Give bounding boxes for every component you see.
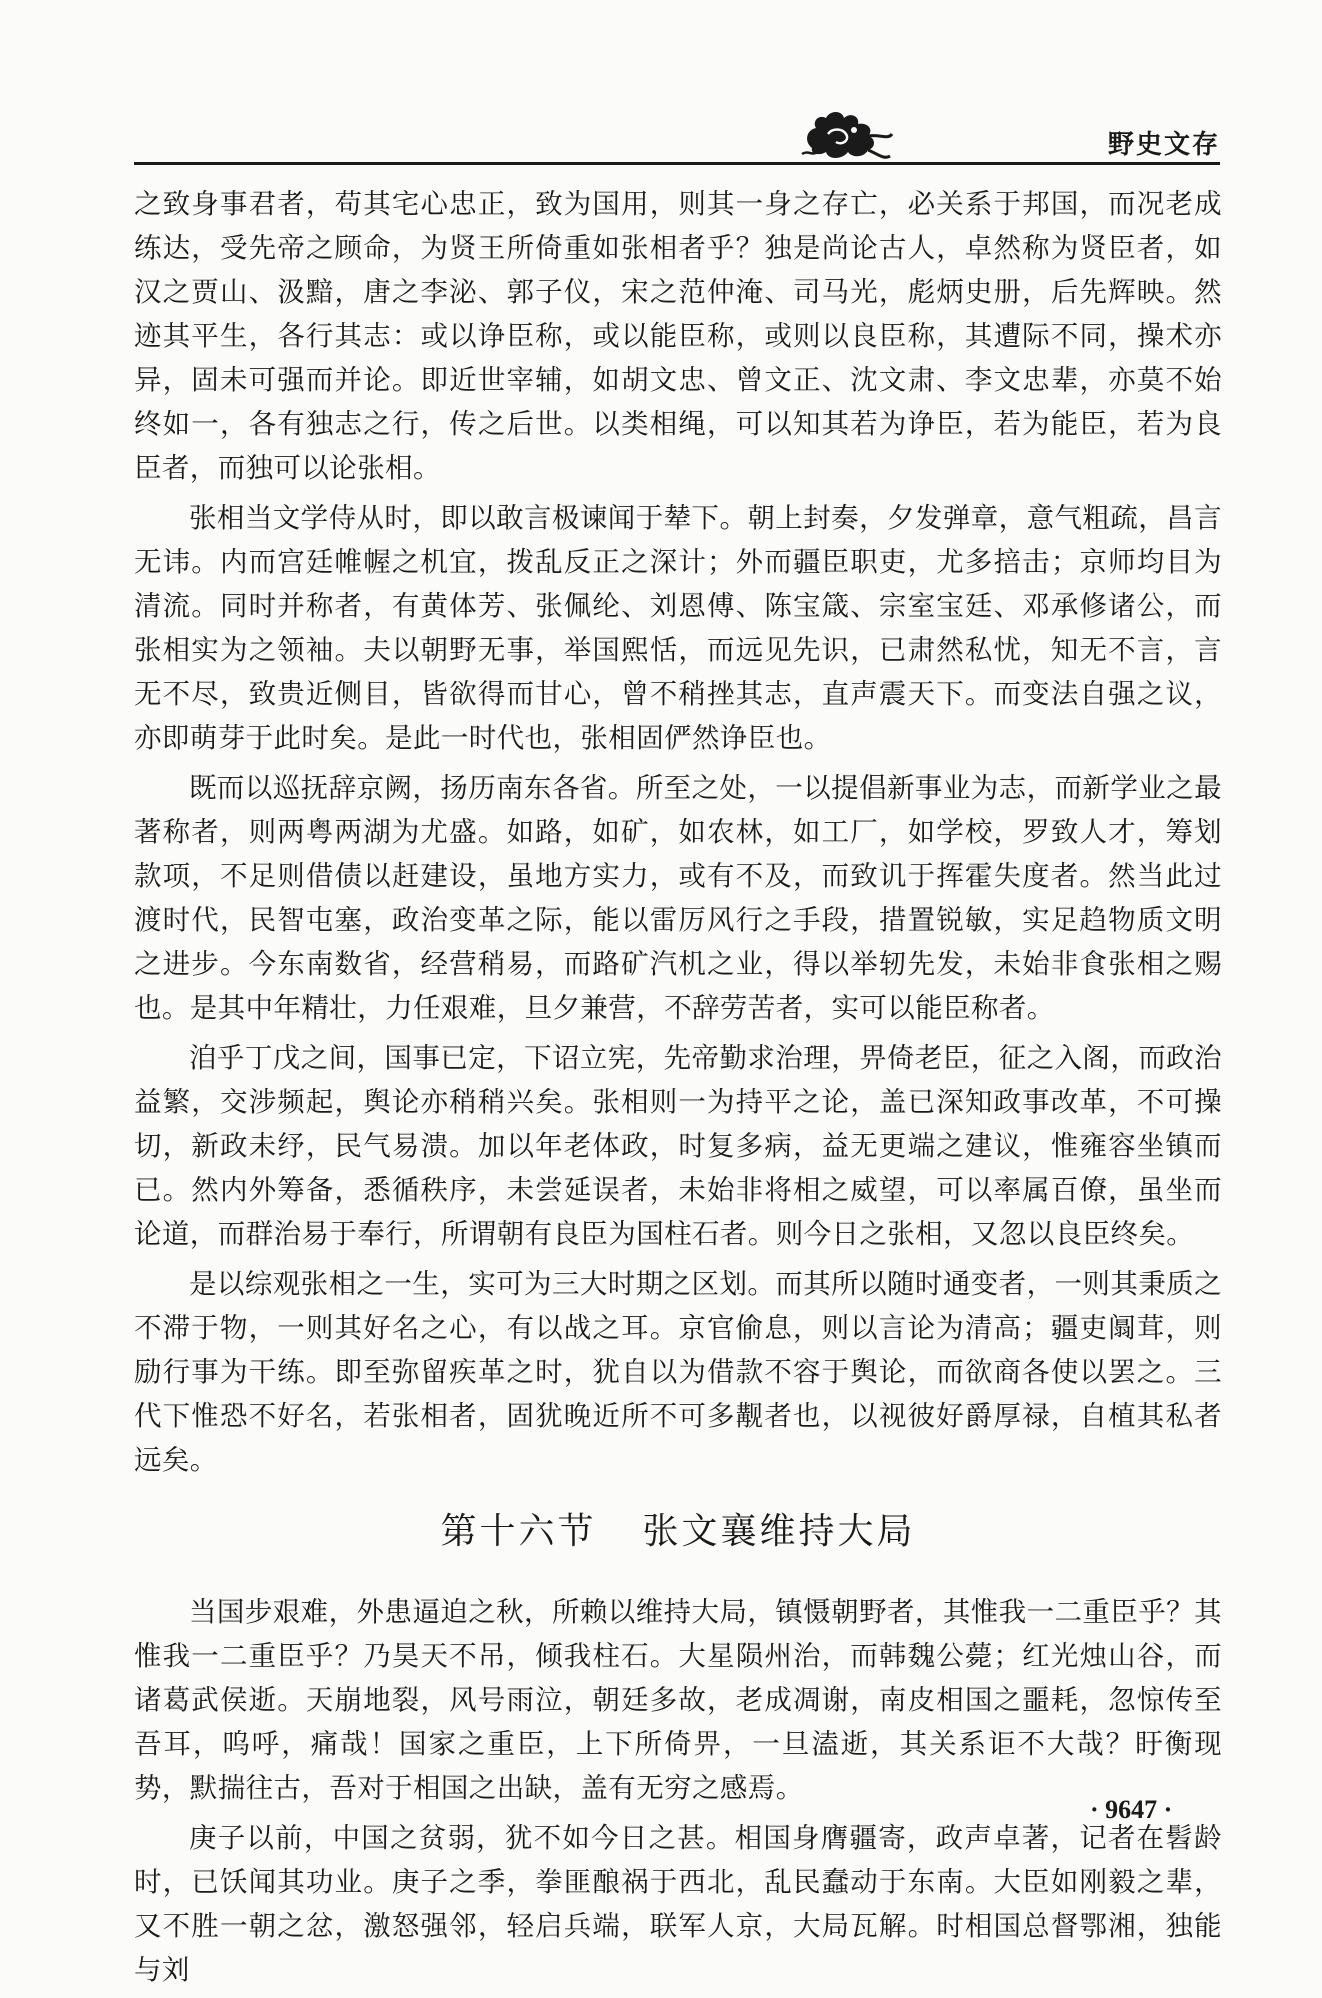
paragraph: 庚子以前，中国之贫弱，犹不如今日之甚。相国身膺疆寄，政声卓著，记者在髫龄时，已饫闻其功业。庚子之季，拳匪酿祸于西北，乱民蠢动于东南。大臣如刚毅之辈，又不胜一朝之忿，激怒强邻，轻启兵端，联军人京，大局瓦解。时相国总督鄂湘，独能与刘: [134, 1822, 1222, 1986]
paragraph: 是以综观张相之一生，实可为三大时期之区划。而其所以随时通变者，一则其秉质之不滞于物，一则其好名之心，有以战之耳。京官偷息，则以言论为清高；疆吏阘茸，则励行事为干练。即至弥留疾革之时，犹自以为借款不容于舆论，而欲商各使以罢之。三代下惟恐不好名，若张相者，固犹晚近所不可多觏者也，以视彼好爵厚禄，自植其私者远矣。: [134, 1268, 1222, 1476]
header-rule: [134, 162, 1220, 165]
section-title: 张文襄维持大局: [642, 1511, 916, 1552]
paragraph: 洎乎丁戊之间，国事已定，下诏立宪，先帝勤求治理，畀倚老臣，征之入阁，而政治益繁，交涉频起，舆论亦稍稍兴矣。张相则一为持平之论，盖已深知政事改革，不可操切，新政未纾，民气易溃。加以年老体政，时复多病，益无更端之建议，惟雍容坐镇而已。然内外筹备，悉循秩序，未尝延误者，未始非将相之威望，可以率属百僚，虽坐而论道，而群治易于奉行，所谓朝有良臣为国柱石者。则今日之张相，又忽以良臣终矣。: [134, 1042, 1222, 1250]
dragon-emblem-icon: [798, 104, 894, 164]
page-body: [134, 182, 1222, 1998]
paragraph: 之致身事君者，苟其宅心忠正，致为国用，则其一身之存亡，必关系于邦国，而况老成练达，受先帝之顾命，为贤王所倚重如张相者乎？独是尚论古人，卓然称为贤臣者，如汉之贾山、汲黯，唐之李泌、郭子仪，宋之范仲淹、司马光，彪炳史册，后先辉映。然迹其平生，各行其志：或以诤臣称，或以能臣称，或则以良臣称，其遭际不同，操术亦异，固未可强而并论。即近世宰辅，如胡文忠、曾文正、沈文肃、李文忠辈，亦莫不始终如一，各有独志之行，传之后世。以类相绳，可以知其若为诤臣，若为能臣，若为良臣者，而独可以论张相。: [134, 188, 1222, 484]
page-number: · 9647 ·: [1090, 1795, 1173, 1824]
series-title: 野史文存: [1107, 130, 1220, 160]
section-heading: [134, 1504, 1222, 1560]
page-header: [134, 100, 1220, 170]
paragraph: 张相当文学侍从时，即以敢言极谏闻于辇下。朝上封奏，夕发弹章，意气粗疏，昌言无讳。内而宫廷帷幄之机宜，拨乱反正之深计；外而疆臣职吏，尤多掊击；京师均目为清流。同时并称者，有黄体芳、张佩纶、刘恩傅、陈宝箴、宗室宝廷、邓承修诸公，而张相实为之领袖。夫以朝野无事，举国熙恬，而远见先识，已肃然私忧，知无不言，言无不尽，致贵近侧目，皆欲得而甘心，曾不稍挫其志，直声震天下。而变法自强之议，亦即萌芽于此时矣。是此一时代也，张相固俨然诤臣也。: [134, 502, 1222, 754]
paragraph: 既而以巡抚辞京阙，扬历南东各省。所至之处，一以提倡新事业为志，而新学业之最著称者，则两粤两湖为尤盛。如路，如矿，如农林，如工厂，如学校，罗致人才，筹划款项，不足则借债以赶建设，虽地方实力，或有不及，而致讥于挥霍失度者。然当此过渡时代，民智屯塞，政治变革之际，能以雷厉风行之手段，措置锐敏，实足趋物质文明之进步。今东南数省，经营稍易，而路矿汽机之业，得以举轫先发，未始非食张相之赐也。是其中年精壮，力任艰难，旦夕兼营，不辞劳苦者，实可以能臣称者。: [134, 772, 1222, 1024]
section-number: 第十六节: [440, 1511, 597, 1552]
paragraph: 当国步艰难，外患逼迫之秋，所赖以维持大局，镇慑朝野者，其惟我一二重臣乎？其惟我一二重臣乎？乃昊天不吊，倾我柱石。大星陨州治，而韩魏公薨；红光烛山谷，而诸葛武侯逝。天崩地裂，风号雨泣，朝廷多故，老成凋谢，南皮相国之噩耗，忽惊传至吾耳，呜呼，痛哉！国家之重臣，上下所倚畀，一旦溘逝，其关系讵不大哉？盱衡现势，默揣往古，吾对于相国之出缺，盖有无穷之感焉。: [134, 1596, 1222, 1804]
